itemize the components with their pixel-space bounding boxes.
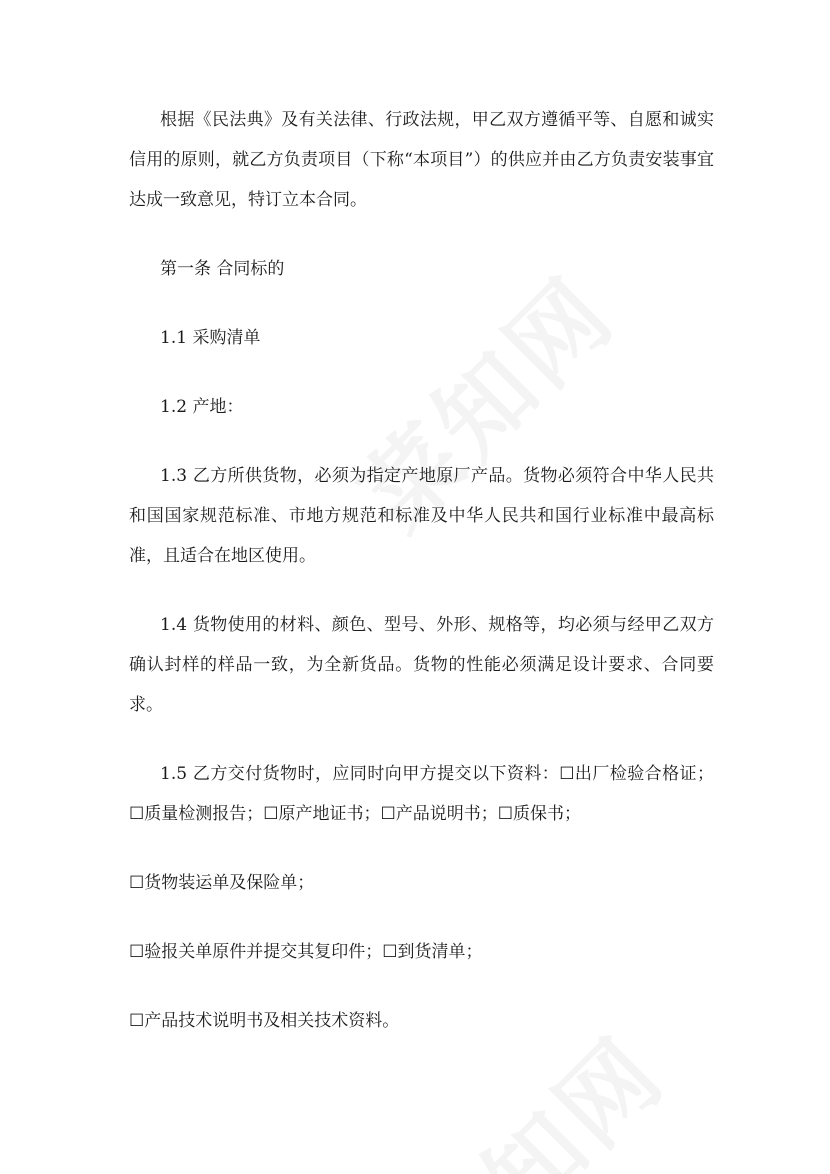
clause-1-3: 1.3 乙方所供货物，必须为指定产地原厂产品。货物必须符合中华人民共和国国家规范标准、市地方规范和标准及中华人民共和国行业标准中最高标准，且适合在地区使用。 [129, 466, 714, 566]
clause-1-2: 1.2 产地： [160, 397, 244, 417]
clause-1-5-item: ☐验报关单原件并提交其复印件；☐到货清单； [129, 942, 483, 962]
clause-1-4: 1.4 货物使用的材料、颜色、型号、外形、规格等，均必须与经甲乙双方确认封样的样品一致，为全新货品。货物的性能必须满足设计要求、合同要求。 [129, 615, 714, 715]
clause-1-5-item: ☐产品技术说明书及相关技术资料。 [129, 1011, 400, 1031]
document-body [129, 100, 714, 1041]
intro-paragraph: 根据《民法典》及有关法律、行政法规，甲乙双方遵循平等、自愿和诚实信用的原则，就乙方负责项目（下称“本项目”）的供应并由乙方负责安装事宜达成一致意见，特订立本合同。 [129, 110, 714, 210]
clause-1-5-item: ☐货物装运单及保险单； [129, 873, 315, 893]
article-heading: 第一条 合同标的 [160, 259, 285, 279]
clause-1-5: 1.5 乙方交付货物时，应同时向甲方提交以下资料：☐出厂检验合格证；☐质量检测报告；☐原产地证书；☐产品说明书；☐质保书； [129, 764, 714, 824]
clause-1-1: 1.1 采购清单 [160, 328, 261, 348]
